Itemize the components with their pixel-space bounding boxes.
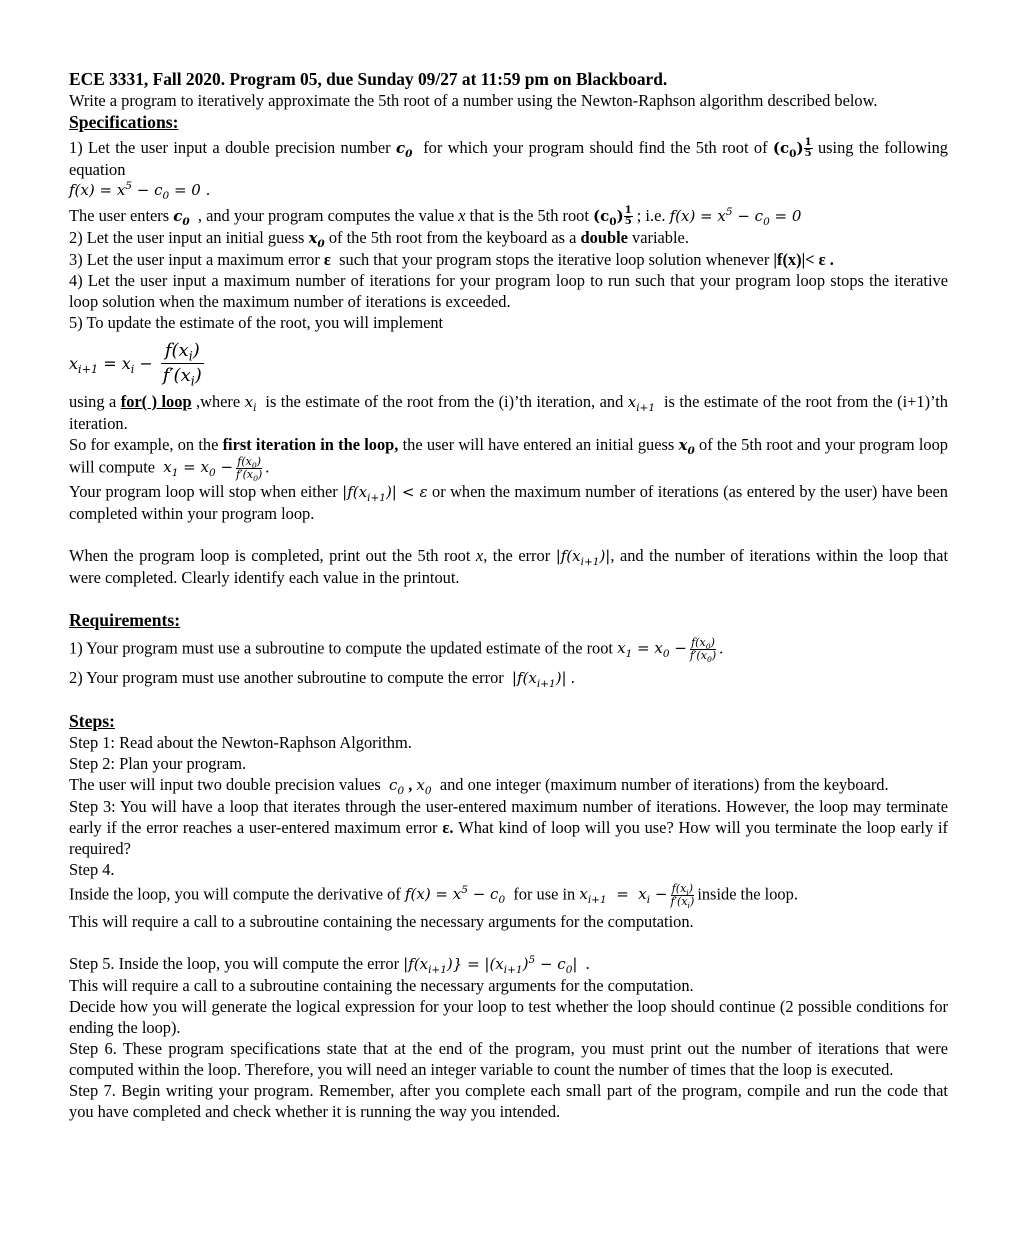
intro-paragraph: Write a program to iteratively approximate the 5th root of a number using the Newton-Raphson algorithm described below. xyxy=(69,91,878,110)
step-5-subroutine: This will require a call to a subroutine containing the necessary arguments for the computation. xyxy=(69,976,694,995)
step-4: Step 4. xyxy=(69,860,115,879)
print-output-paragraph: When the program loop is completed, print out the 5th root x, the error $|f(x_{i+1})|$, and the number of iterations within the loop that were completed. Clearly identify each value in the printout. xyxy=(69,546,948,587)
step-4-subroutine: This will require a call to a subroutine containing the necessary arguments for the computation. xyxy=(69,912,694,931)
spec-4: 4) Let the user input a maximum number of iterations for your program loop to run such that your program loop stops the iterative loop solution when the maximum number of iterations is exceeded. xyxy=(69,271,948,311)
specifications-heading: Specifications: xyxy=(69,112,179,132)
step-1: Step 1: Read about the Newton-Raphson Algorithm. xyxy=(69,733,412,752)
step-5-logic: Decide how you will generate the logical expression for your loop to test whether the loop should continue (2 possible conditions for ending the loop). xyxy=(69,997,948,1037)
assignment-title: ECE 3331, Fall 2020. Program 05, due Sunday 09/27 at 11:59 pm on Blackboard. xyxy=(69,69,668,89)
requirement-1: 1) Your program must use a subroutine to compute the updated estimate of the root $x_1 = x_0$ − $\frac{f(x_0)}{f'(x_0)}$ . xyxy=(69,636,724,665)
spec-1b: The user enters $c_0$ , and your program computes the value x that is the 5th root $(c_0)$ $\frac{1}{5}$ ; i.e. $f(x) = x^5 - c_0 = 0$ xyxy=(69,205,802,228)
spec-3: 3) Let the user input a maximum error ε such that your program stops the iterative loop solution whenever |f(x)|< ε . xyxy=(69,250,834,269)
step-6: Step 6. These program specifications state that at the end of the program, you must print out the number of iterations that were computed within the loop. Therefore, you will need an integer variable to count the number of times that the loop is executed. xyxy=(69,1039,948,1079)
spec-1: 1) Let the user input a double precision number $c_0$ for which your program should find the 5th root of $(c_0)$ $\frac{1}{5}$ using the following equation xyxy=(69,137,948,179)
step-3: Step 3: You will have a loop that iterates through the user-entered maximum number of iterations. However, the loop may terminate early if the error reaches a user-entered maximum error ε. What kind of loop will you use? How will you terminate the loop early if required? xyxy=(69,797,948,858)
requirements-heading: Requirements: xyxy=(69,610,181,630)
step-2-detail: The user will input two double precision values $c_0$ , $x_0$ and one integer (maximum number of iterations) from the keyboard. xyxy=(69,775,889,797)
step-5: Step 5. Inside the loop, you will compute the error $|f(x_{i+1})\} = |(x_{i+1})^5 - c_0|$ . xyxy=(69,954,590,976)
stop-condition: Your program loop will stop when either $|f(x_{i+1})| < \varepsilon$ or when the maximum number of iterations (as entered by the user) have been completed within your program loop. xyxy=(69,482,948,523)
exponent-one-fifth: $\frac{1}{5}$ xyxy=(804,137,812,159)
main-equation: $f(x) = x^5 - c_0 = 0$ . xyxy=(69,180,211,202)
step-4-detail: Inside the loop, you will compute the derivative of $f(x) = x^5 - c_0$ for use in $x_{i+1} = x_i$ − $\frac{f(x_i)}{f'(x_i)}$ inside the loop. xyxy=(69,882,798,911)
using-for-loop: using a for( ) loop ,where $x_i$ is the estimate of the root from the (i)’th iteration, and $x_{i+1}$ is the estimate of the root from the (i+1)’th iteration. xyxy=(69,392,948,433)
steps-heading: Steps: xyxy=(69,711,115,731)
step-7: Step 7. Begin writing your program. Remember, after you complete each small part of the program, compile and run the code that you have completed and check whether it is running the way you intended. xyxy=(69,1081,948,1121)
spec-2: 2) Let the user input an initial guess $x_0$ of the 5th root from the keyboard as a double variable. xyxy=(69,228,689,250)
step-2: Step 2: Plan your program. xyxy=(69,754,247,773)
requirement-2: 2) Your program must use another subroutine to compute the error $|f(x_{i+1})|$ . xyxy=(69,668,575,690)
first-iteration-example: So for example, on the first iteration in the loop, the user will have entered an initial guess $x_0$ of the 5th root and your program loop will compute $x_1 = x_0$ − $\frac{f(x_0)}{f'(x_0)}$ . xyxy=(69,435,948,484)
spec-5: 5) To update the estimate of the root, you will implement xyxy=(69,313,444,332)
newton-update-equation: $x_{i+1} = x_i$ − $\frac{f(x_i)}{f'(x_i)}$ xyxy=(69,339,202,389)
